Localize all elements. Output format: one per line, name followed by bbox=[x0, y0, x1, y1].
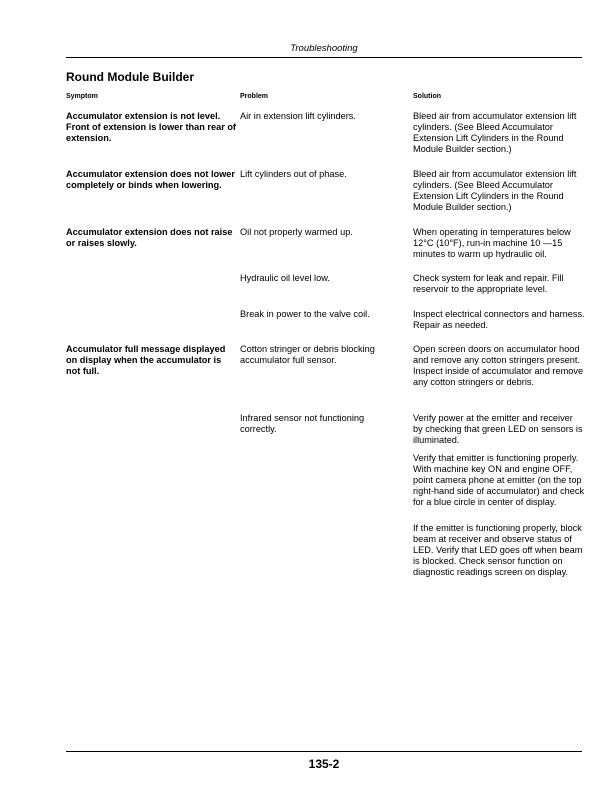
row-7-solution-3: If the emitter is functioning properly, block beam at receiver and observe status of LED. Verify that LED goes off when beam is blocked. Check sensor function on diagnostic readings screen on display. bbox=[413, 523, 583, 577]
header-rule bbox=[66, 57, 582, 58]
row-5-problem: Break in power to the valve coil. bbox=[240, 309, 370, 319]
row-3-symptom: Accumulator extension does not raise or raises slowly. bbox=[66, 227, 233, 248]
row-1-problem: Air in extension lift cylinders. bbox=[240, 111, 356, 121]
row-6-symptom: Accumulator full message displayed on display when the accumulator is not full. bbox=[66, 344, 226, 376]
column-header-problem: Problem bbox=[240, 93, 269, 100]
section-title: Round Module Builder bbox=[66, 70, 194, 84]
row-5-solution: Inspect electrical connectors and harness. Repair as needed. bbox=[413, 309, 585, 330]
row-4-solution: Check system for leak and repair. Fill reservoir to the appropriate level. bbox=[413, 273, 564, 294]
row-2-solution: Bleed air from accumulator extension lift cylinders. (See Bleed Accumulator Extension Lift Cylinders in the Round Module Builder section.) bbox=[413, 169, 577, 212]
column-header-solution: Solution bbox=[413, 93, 441, 100]
row-1-solution: Bleed air from accumulator extension lift cylinders. (See Bleed Accumulator Extension Lift Cylinders in the Round Module Builder section.) bbox=[413, 111, 577, 154]
row-4-problem: Hydraulic oil level low. bbox=[240, 273, 330, 283]
page-number: 135-2 bbox=[308, 757, 340, 771]
running-header: Troubleshooting bbox=[290, 43, 358, 54]
row-3-problem: Oil not properly warmed up. bbox=[240, 227, 353, 237]
row-7-solution-2: Verify that emitter is functioning properly. With machine key ON and engine OFF, point camera phone at emitter (on the top right-hand side of accumulator) and check for a blue circle in center of display. bbox=[413, 453, 585, 507]
row-3-solution: When operating in temperatures below 12°C (10°F), run-in machine 10 —15 minutes to warm up hydraulic oil. bbox=[413, 227, 571, 259]
row-2-symptom: Accumulator extension does not lower completely or binds when lowering. bbox=[66, 169, 235, 190]
row-7-solution: Verify power at the emitter and receiver by checking that green LED on sensors is illuminated. bbox=[413, 413, 583, 445]
row-6-problem: Cotton stringer or debris blocking accumulator full sensor. bbox=[240, 344, 375, 365]
row-6-solution: Open screen doors on accumulator hood and remove any cotton stringers present. Inspect inside of accumulator and remove any cotton stringers or debris. bbox=[413, 344, 584, 387]
row-2-problem: Lift cylinders out of phase. bbox=[240, 169, 347, 179]
row-1-symptom: Accumulator extension is not level. Front of extension is lower than rear of extension. bbox=[66, 111, 236, 143]
column-header-symptom: Symptom bbox=[66, 93, 98, 100]
row-7-problem: Infrared sensor not functioning correctly. bbox=[240, 413, 365, 434]
footer-rule bbox=[66, 751, 582, 752]
